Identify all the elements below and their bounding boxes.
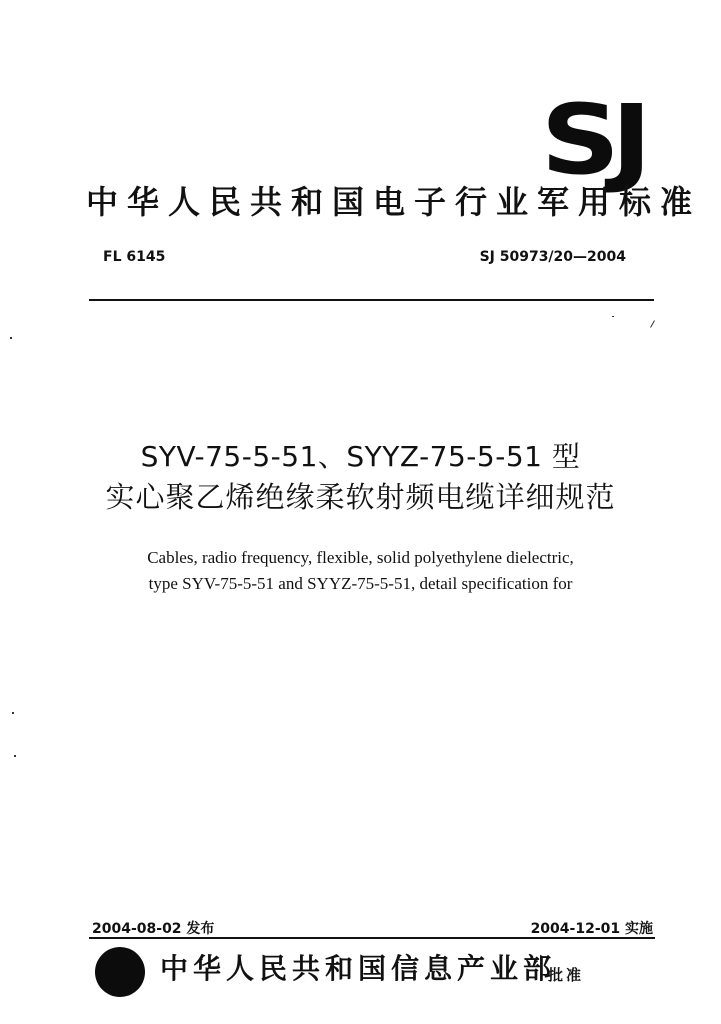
english-title-line2: type SYV-75-5-51 and SYYZ-75-5-51, detail specification for: [148, 574, 573, 593]
issue-date: 2004-08-02 发布: [92, 921, 215, 937]
header-divider: [89, 299, 654, 301]
standard-category-title: 中华人民共和国电子行业军用标准: [86, 183, 702, 221]
approval-label: 批准: [548, 966, 585, 984]
classification-code: FL 6145: [103, 249, 166, 265]
english-title-line1: Cables, radio frequency, flexible, solid polyethylene dielectric,: [147, 548, 574, 567]
scan-speck: [14, 755, 16, 757]
footer-divider: [89, 937, 655, 939]
implementation-date: 2004-12-01 实施: [530, 921, 653, 937]
scan-speck: [10, 337, 12, 339]
issuer-seal-icon: [95, 947, 145, 997]
document-title-line1: SYV-75-5-51、SYYZ-75-5-51 型: [140, 440, 581, 473]
standard-number: SJ 50973/20—2004: [479, 249, 626, 265]
scan-speck: [612, 316, 614, 317]
english-title: [0, 545, 721, 597]
scan-speck: [650, 320, 655, 327]
scan-speck: [12, 712, 14, 714]
issuing-authority: 中华人民共和国信息产业部: [160, 952, 557, 985]
document-title-line2: 实心聚乙烯绝缘柔软射频电缆详细规范: [105, 480, 616, 514]
sj-logo: SJ: [540, 84, 643, 196]
